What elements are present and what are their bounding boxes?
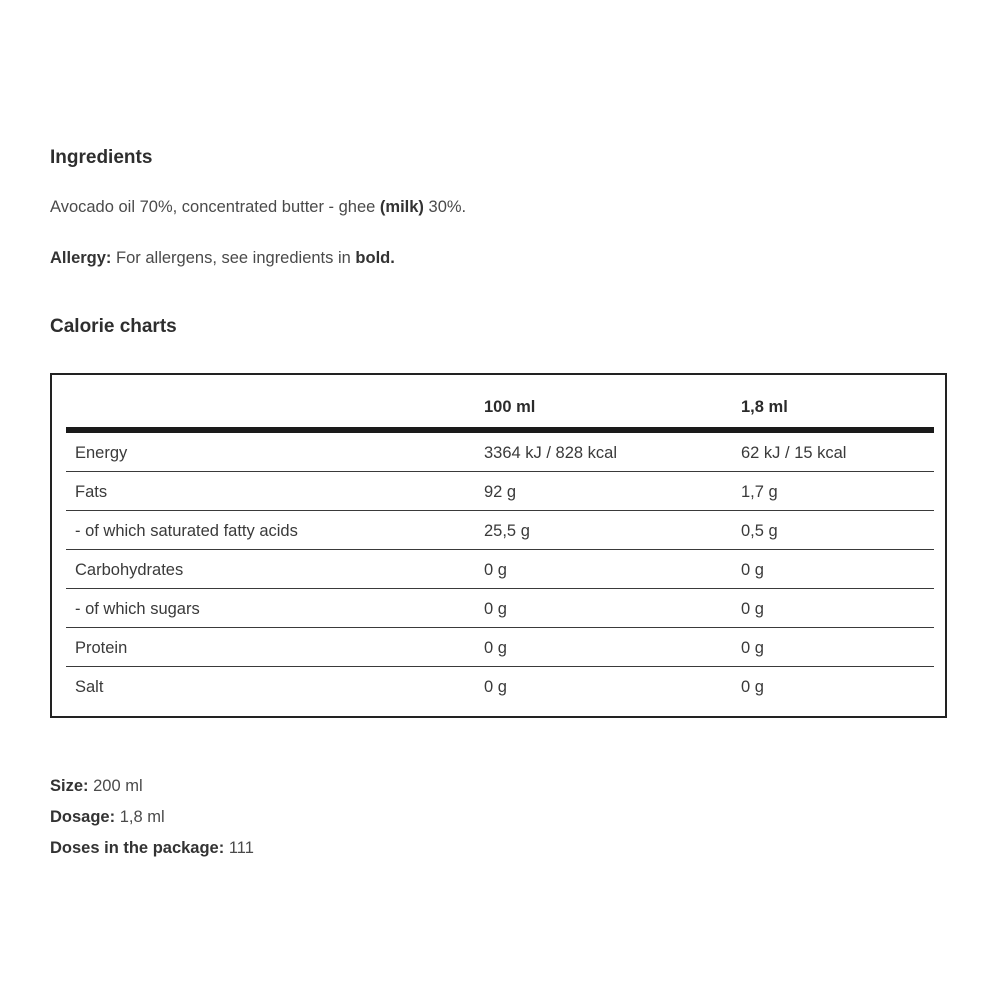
table-row [66,472,934,511]
package-dosage [50,808,165,827]
table-row [66,667,934,706]
value-per-100ml: 0 g [484,561,507,579]
nutrition-table [50,373,947,718]
value-per-dose: 0 g [741,600,764,618]
doses-label: Doses in the package: [50,839,225,857]
dosage-value: 1,8 ml [115,808,165,826]
table-row [66,628,934,667]
value-per-dose: 0 g [741,639,764,657]
value-per-dose: 0 g [741,561,764,579]
nutrient-name: Carbohydrates [75,561,184,579]
value-per-dose: 0,5 g [741,522,778,540]
allergy-text: For allergens, see ingredients in [111,249,356,267]
value-per-100ml: 92 g [484,483,517,501]
table-row [66,511,934,550]
allergy-bold-word: bold. [355,249,395,267]
doses-value: 111 [224,839,254,857]
nutrient-name: Protein [75,639,128,657]
size-label: Size: [50,777,89,795]
value-per-dose: 62 kJ / 15 kcal [741,444,847,462]
value-per-dose: 1,7 g [741,483,778,501]
table-row [66,589,934,628]
nutrient-name: - of which sugars [75,600,200,618]
table-header [66,375,934,427]
dosage-label: Dosage: [50,808,116,826]
allergy-note [50,249,395,268]
package-size [50,777,143,796]
value-per-100ml: 0 g [484,678,507,696]
nutrient-name: Salt [75,678,104,696]
package-doses [50,839,254,858]
ingredients-text [50,198,466,217]
table-row [66,550,934,589]
column-header-dose: 1,8 ml [741,398,788,416]
allergy-label: Allergy: [50,249,112,267]
column-header-100ml: 100 ml [484,398,536,416]
nutrient-name: Energy [75,444,128,462]
ingredients-text-part: Avocado oil 70%, concentrated butter - ghee [50,198,380,216]
nutrient-name: Fats [75,483,108,501]
ingredients-heading: Ingredients [50,147,153,168]
value-per-100ml: 3364 kJ / 828 kcal [484,444,617,462]
calorie-charts-heading: Calorie charts [50,316,177,337]
nutrient-name: - of which saturated fatty acids [75,522,298,540]
value-per-100ml: 25,5 g [484,522,530,540]
ingredients-text-part: 30%. [423,198,467,216]
table-body [66,433,934,706]
table-row [66,433,934,472]
value-per-dose: 0 g [741,678,764,696]
size-value: 200 ml [88,777,143,795]
value-per-100ml: 0 g [484,600,507,618]
value-per-100ml: 0 g [484,639,507,657]
ingredients-allergen-bold: (milk) [379,198,424,216]
